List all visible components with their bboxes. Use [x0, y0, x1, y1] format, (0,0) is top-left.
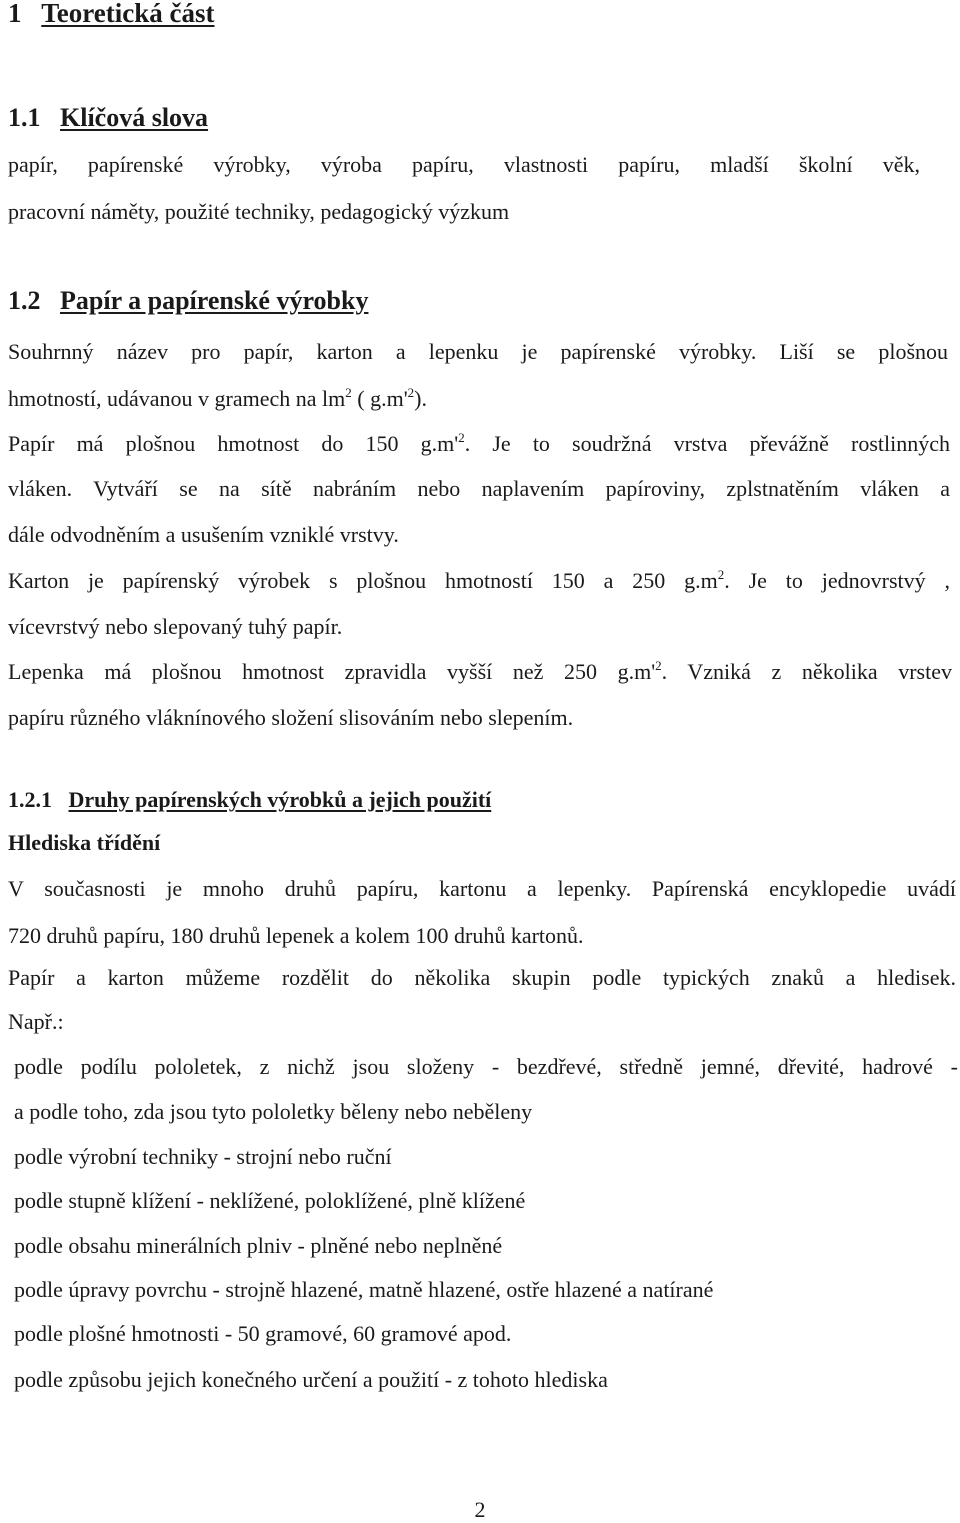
chapter-title: Teoretická část — [41, 0, 215, 28]
text-run: ). — [414, 386, 427, 411]
paragraph-paper-line-3: dále odvodněním a usušením vzniklé vrstvy. — [8, 522, 399, 547]
paragraph-summary-line-1: Souhrnný název pro papír, karton a lepenku je papírenské výrobky. Liší se plošnou — [8, 339, 948, 364]
paragraph-present-line-1: V současnosti je mnoho druhů papíru, kartonu a lepenky. Papírenská encyklopedie uvádí — [8, 876, 956, 901]
text-run: Papír má plošnou hmotnost do 150 g.m' — [8, 431, 459, 456]
paragraph-present-line-2: 720 druhů papíru, 180 druhů lepenek a kolem 100 druhů kartonů. — [8, 923, 584, 948]
paragraph-karton-line-2: vícevrstvý nebo slepovaný tuhý papír. — [8, 614, 343, 639]
criteria-item: podle výrobní techniky - strojní nebo ruční — [14, 1144, 392, 1169]
criteria-item: podle plošné hmotnosti - 50 gramové, 60 gramové apod. — [14, 1321, 512, 1346]
paragraph-divide-line-1: Papír a karton můžeme rozdělit do několika skupin podle typických znaků a hledisek. — [8, 965, 956, 990]
chapter-number: 1 — [8, 0, 22, 28]
superscript: 2 — [655, 658, 662, 673]
section-title: Klíčová slova — [60, 103, 209, 132]
text-run: Karton je papírenský výrobek s plošnou hmotností 150 a 250 g.m — [8, 568, 718, 593]
text-run: ( g.m' — [351, 386, 408, 411]
paragraph-divide-line-2: Např.: — [8, 1009, 64, 1034]
paragraph-paper-line-1 — [8, 431, 950, 457]
text-run: . Vzniká z několika vrstev — [661, 659, 952, 684]
criteria-item: podle stupně klížení - neklížené, poloklížené, plně klížené — [14, 1188, 526, 1213]
superscript: 2 — [717, 567, 725, 582]
paragraph-lepenka-line-1 — [8, 659, 952, 685]
paragraph-paper-line-2: vláken. Vytváří se na sítě nabráním nebo naplavením papíroviny, zplstnatěním vláken a — [8, 476, 950, 501]
page-number: 2 — [474, 1497, 486, 1522]
text-run: . Je to soudržná vrstva převážně rostlinných — [464, 431, 950, 456]
text-run: hmotností, udávanou v gramech na lm — [8, 386, 346, 411]
paragraph-lepenka-line-2: papíru různého vláknínového složení slisováním nebo slepením. — [8, 705, 574, 730]
criteria-item: podle způsobu jejich konečného určení a použití - z tohoto hlediska — [14, 1367, 608, 1392]
section-number: 1.1 — [8, 103, 41, 132]
paragraph-karton-line-1 — [8, 568, 950, 594]
keywords-line-1: papír, papírenské výrobky, výroba papíru, vlastnosti papíru, mladší školní věk, — [8, 152, 920, 177]
subsection-number: 1.2.1 — [8, 787, 52, 812]
keywords-line-2: pracovní náměty, použité techniky, pedagogický výzkum — [8, 199, 510, 224]
criteria-item: podle podílu pololetek, z nichž jsou složeny - bezdřevé, středně jemné, dřevité, hadrové - — [14, 1054, 958, 1079]
section-title: Papír a papírenské výrobky — [60, 286, 369, 315]
section-number: 1.2 — [8, 286, 41, 315]
criteria-item: podle úpravy povrchu - strojně hlazené, matně hlazené, ostře hlazené a natírané — [14, 1277, 714, 1302]
criteria-heading: Hlediska třídění — [8, 830, 161, 855]
subsection-title: Druhy papírenských výrobků a jejich použití — [68, 787, 492, 812]
superscript: 2 — [458, 430, 465, 445]
superscript: 2 — [407, 385, 415, 400]
subsection-heading — [8, 787, 491, 813]
superscript: 2 — [345, 385, 352, 400]
criteria-item: podle obsahu minerálních plniv - plněné nebo neplněné — [14, 1233, 503, 1258]
section-heading-paper — [8, 288, 368, 314]
section-heading-keywords — [8, 105, 208, 131]
text-run: . Je to jednovrstvý , — [724, 568, 950, 593]
text-run: Lepenka má plošnou hmotnost zpravidla vyšší než 250 g.m' — [8, 659, 656, 684]
chapter-heading — [8, 0, 215, 26]
paragraph-summary-line-2 — [8, 386, 427, 412]
criteria-item: a podle toho, zda jsou tyto pololetky běleny nebo neběleny — [14, 1099, 533, 1124]
